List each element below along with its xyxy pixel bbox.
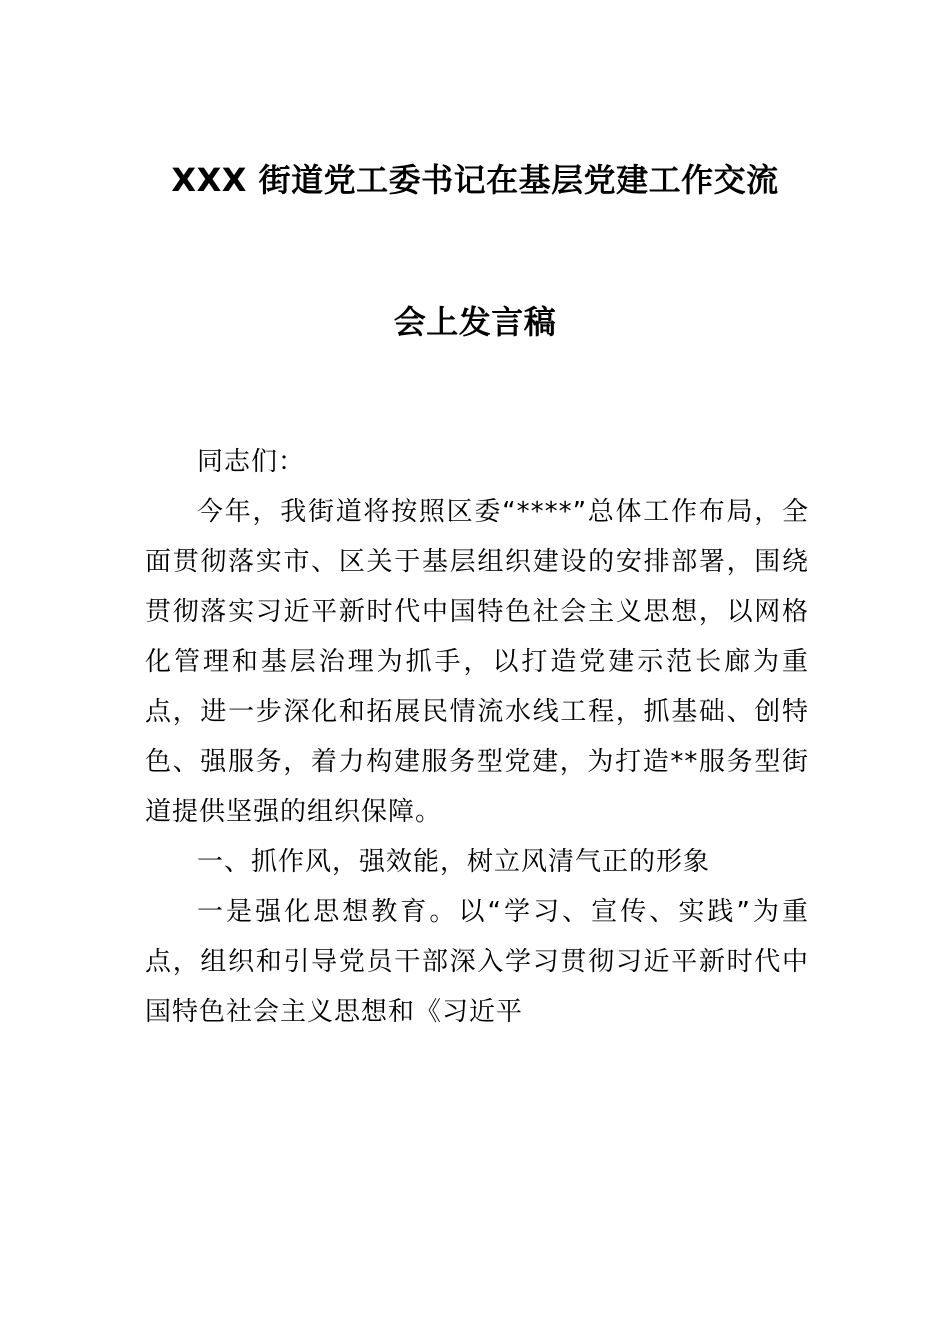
document-body [145, 437, 809, 1037]
paragraph-intro: 今年，我街道将按照区委“****”总体工作布局，全面贯彻落实市、区关于基层组织建设的安排部署，围绕贯彻落实习近平新时代中国特色社会主义思想，以网格化管理和基层治理为抓手，以打造党建示范长廊为重点，进一步深化和拓展民情流水线工程，抓基础、创特色、强服务，着力构建服务型党建，为打造**服务型街道提供坚强的组织保障。 [145, 497, 809, 827]
salutation: 同志们： [197, 447, 306, 477]
document-title-line-1: XXX 街道党工委书记在基层党建工作交流 [171, 161, 779, 199]
document-title-line-2: 会上发言稿 [393, 303, 557, 341]
section-heading-1: 一、抓作风，强效能，树立风清气正的形象 [197, 847, 711, 877]
paragraph-point-1: 一是强化思想教育。以“学习、宣传、实践”为重点，组织和引导党员干部深入学习贯彻习近平新时代中国特色社会主义思想和《习近平 [145, 897, 809, 1027]
